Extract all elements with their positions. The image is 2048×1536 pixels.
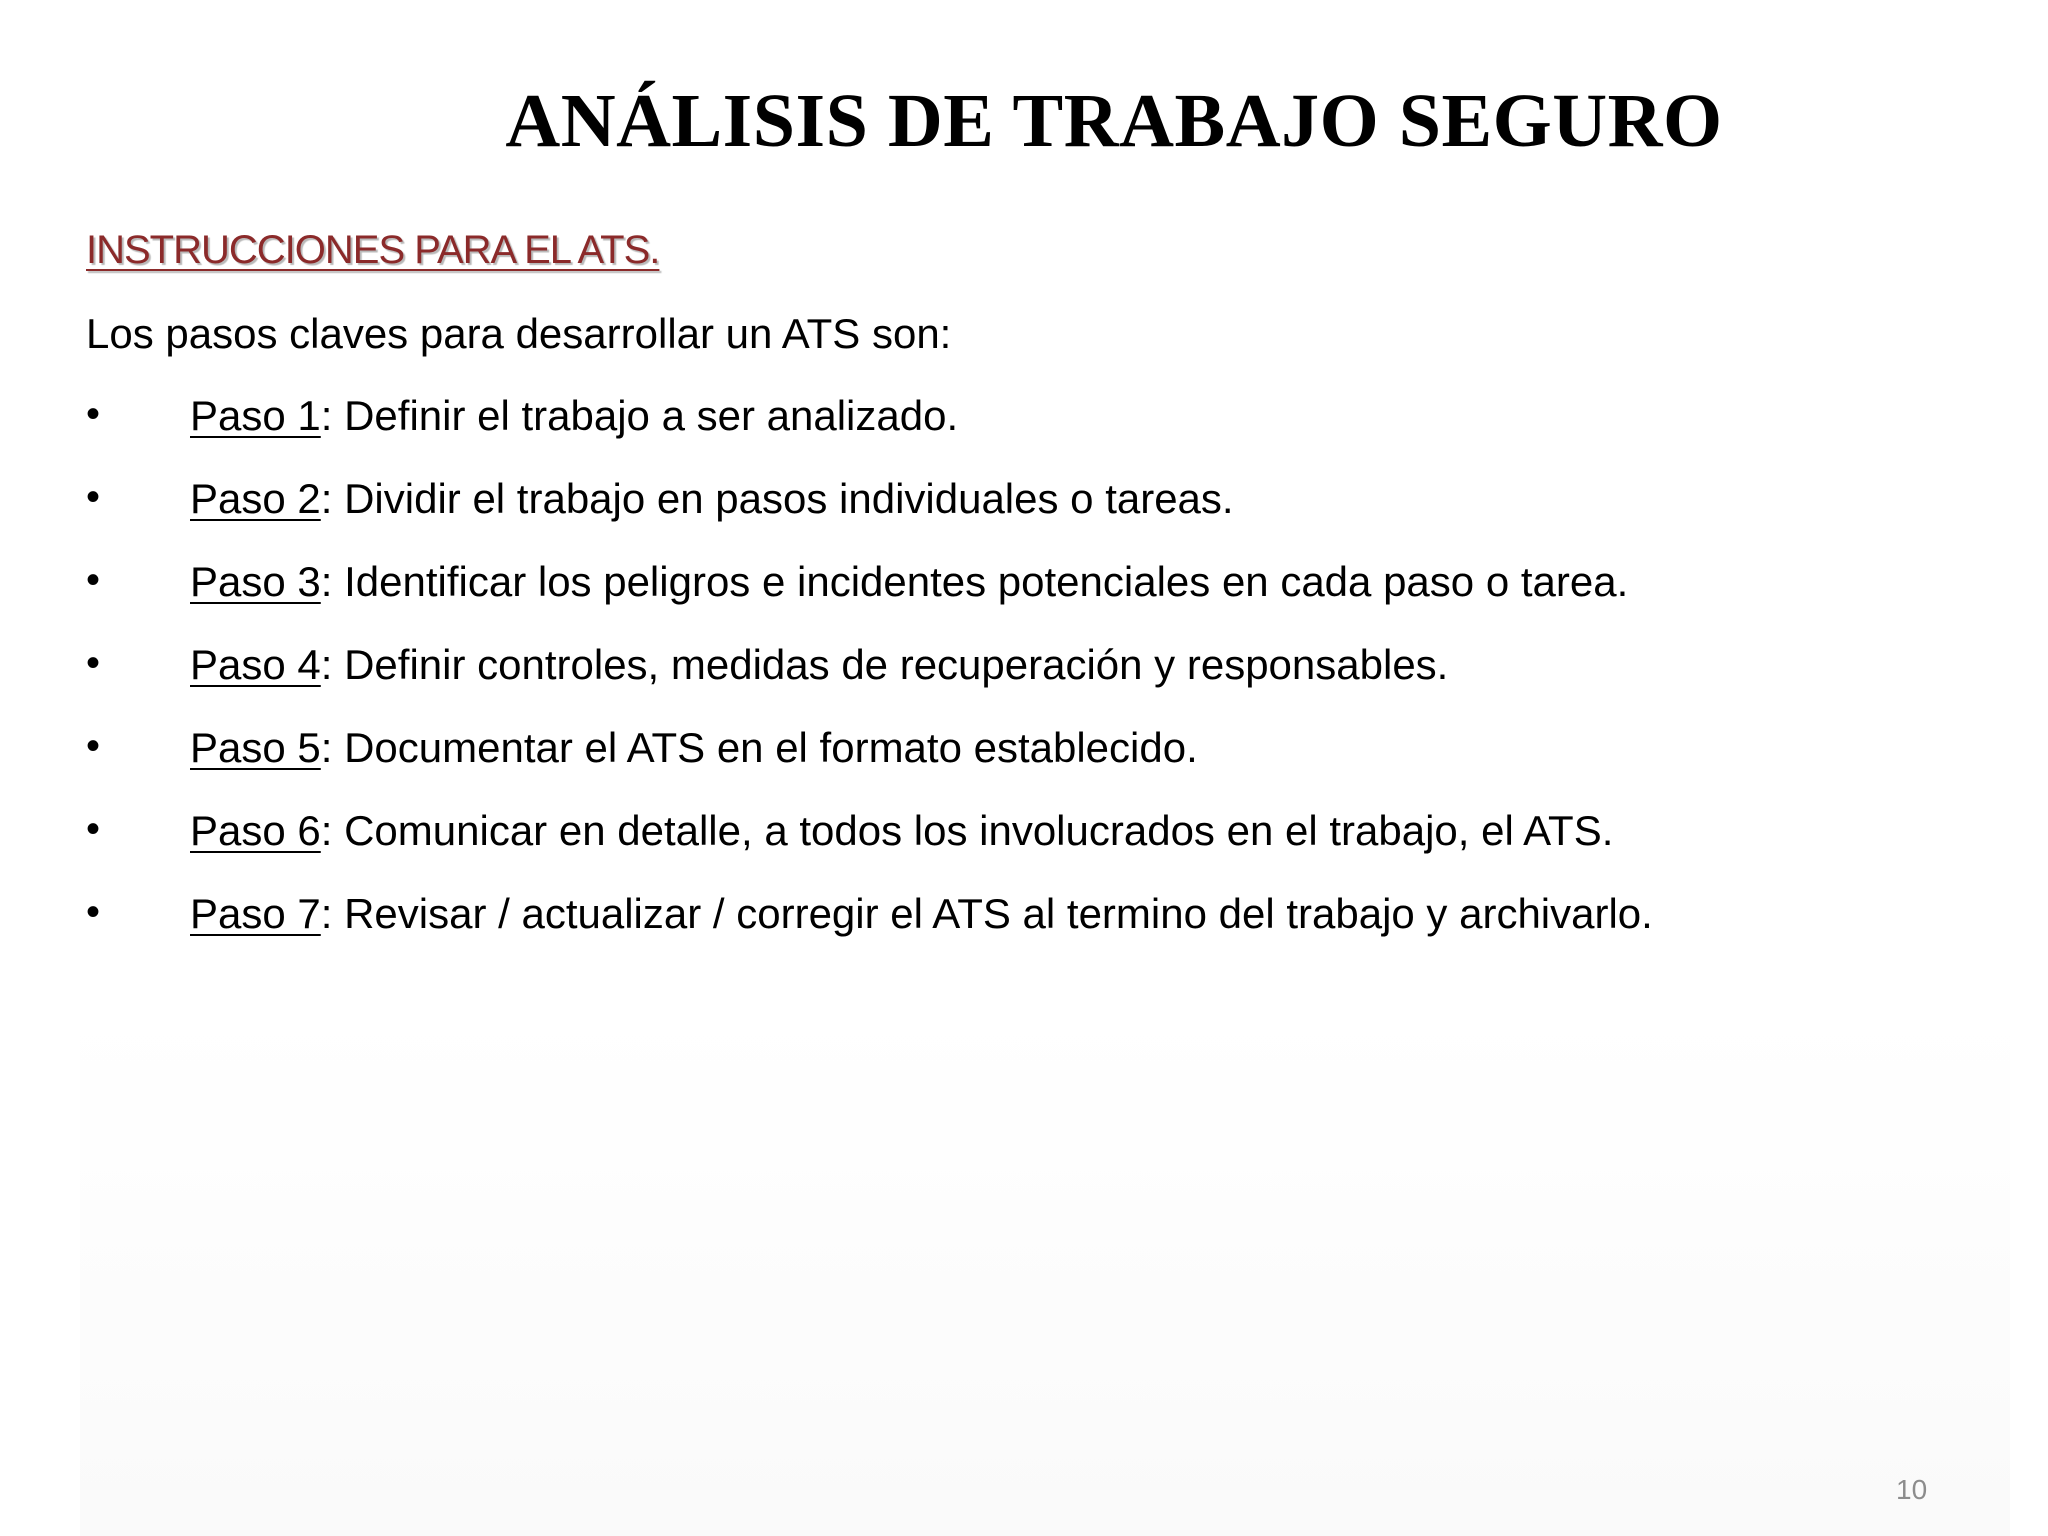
section-subtitle: INSTRUCCIONES PARA EL ATS.	[86, 228, 660, 272]
bullet-icon: •	[86, 392, 101, 436]
page-number: 10	[1896, 1474, 1928, 1505]
step-label: Paso 7	[190, 890, 321, 937]
intro-text: Los pasos claves para desarrollar un ATS son:	[86, 310, 952, 357]
step-label: Paso 2	[190, 475, 321, 522]
step-label: Paso 1	[190, 392, 321, 439]
step-text: : Definir el trabajo a ser analizado.	[320, 392, 959, 439]
step-body	[190, 558, 1628, 606]
step-text: : Identificar los peligros e incidentes potenciales en cada paso o tarea.	[320, 558, 1629, 605]
bullet-icon: •	[86, 724, 101, 768]
step-body	[190, 475, 1234, 523]
step-text: : Revisar / actualizar / corregir el ATS al termino del trabajo y archivarlo.	[320, 890, 1653, 937]
bullet-icon: •	[86, 807, 101, 851]
step-body	[190, 724, 1198, 772]
step-label: Paso 3	[190, 558, 321, 605]
step-text: : Definir controles, medidas de recuperación y responsables.	[320, 641, 1449, 688]
bullet-icon: •	[86, 890, 101, 934]
step-body	[190, 641, 1448, 689]
step-label: Paso 4	[190, 641, 321, 688]
step-body	[190, 807, 1613, 855]
bullet-icon: •	[86, 475, 101, 519]
step-label: Paso 5	[190, 724, 321, 771]
bullet-icon: •	[86, 558, 101, 602]
step-body	[190, 392, 958, 440]
step-text: : Documentar el ATS en el formato establecido.	[320, 724, 1198, 771]
step-label: Paso 6	[190, 807, 321, 854]
step-text: : Dividir el trabajo en pasos individuales o tareas.	[320, 475, 1234, 522]
slide-title: ANÁLISIS DE TRABAJO SEGURO	[505, 79, 1723, 163]
bullet-icon: •	[86, 641, 101, 685]
step-body	[190, 890, 1653, 938]
step-text: : Comunicar en detalle, a todos los involucrados en el trabajo, el ATS.	[320, 807, 1614, 854]
